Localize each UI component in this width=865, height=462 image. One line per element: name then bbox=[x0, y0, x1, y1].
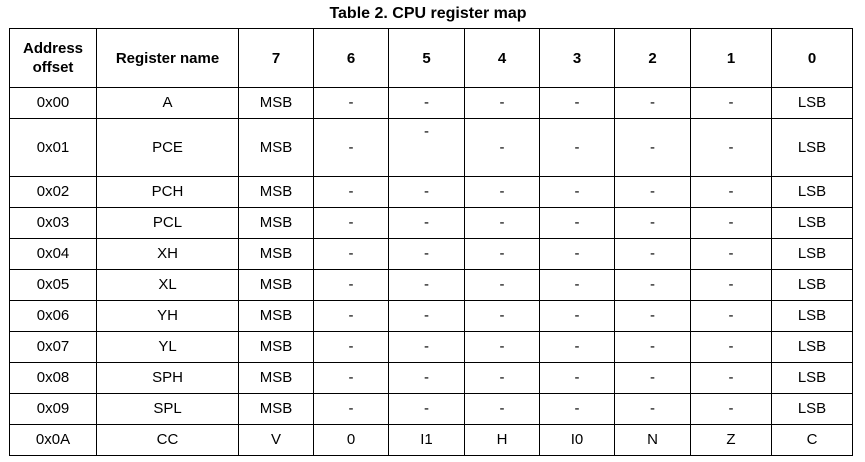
cell-bit-0: LSB bbox=[772, 301, 853, 332]
cell-bit-5: - bbox=[389, 332, 465, 363]
header-bit-1: 1 bbox=[691, 29, 772, 88]
cell-bit-1: - bbox=[691, 363, 772, 394]
cell-offset: 0x05 bbox=[10, 270, 97, 301]
cell-bit-1: - bbox=[691, 301, 772, 332]
cell-bit-3: - bbox=[540, 88, 615, 119]
table-row bbox=[10, 208, 853, 239]
cell-bit-7: MSB bbox=[239, 301, 314, 332]
cell-bit-0: LSB bbox=[772, 270, 853, 301]
cell-bit-5: - bbox=[389, 394, 465, 425]
table-row bbox=[10, 394, 853, 425]
cell-bit-5: I1 bbox=[389, 425, 465, 456]
cell-bit-3: - bbox=[540, 208, 615, 239]
cell-bit-0: LSB bbox=[772, 239, 853, 270]
cell-bit-0: LSB bbox=[772, 394, 853, 425]
table-caption: Table 2. CPU register map bbox=[329, 5, 527, 22]
cell-register-name: CC bbox=[97, 425, 239, 456]
table-row bbox=[10, 88, 853, 119]
header-bit-7: 7 bbox=[239, 29, 314, 88]
cell-offset: 0x01 bbox=[10, 119, 97, 177]
cell-register-name: A bbox=[97, 88, 239, 119]
cell-bit-6: - bbox=[314, 270, 389, 301]
cell-bit-3: - bbox=[540, 270, 615, 301]
cell-bit-7: MSB bbox=[239, 394, 314, 425]
table-row bbox=[10, 332, 853, 363]
cell-offset: 0x08 bbox=[10, 363, 97, 394]
cell-bit-7: MSB bbox=[239, 239, 314, 270]
table-row bbox=[10, 119, 853, 177]
cell-register-name: XL bbox=[97, 270, 239, 301]
table-row bbox=[10, 363, 853, 394]
cell-bit-6: 0 bbox=[314, 425, 389, 456]
cell-bit-3: - bbox=[540, 301, 615, 332]
cell-bit-5: - bbox=[389, 363, 465, 394]
cell-bit-7: MSB bbox=[239, 88, 314, 119]
cell-bit-4: - bbox=[465, 270, 540, 301]
cell-register-name: YL bbox=[97, 332, 239, 363]
cell-bit-0: LSB bbox=[772, 119, 853, 177]
cell-bit-6: - bbox=[314, 119, 389, 177]
cell-bit-1: - bbox=[691, 208, 772, 239]
cell-bit-1: - bbox=[691, 177, 772, 208]
cell-bit-1: - bbox=[691, 394, 772, 425]
cell-bit-5: - bbox=[389, 208, 465, 239]
cell-bit-6: - bbox=[314, 332, 389, 363]
cell-bit-7: MSB bbox=[239, 363, 314, 394]
cell-bit-1: - bbox=[691, 88, 772, 119]
cell-bit-3: - bbox=[540, 239, 615, 270]
cell-bit-7: MSB bbox=[239, 208, 314, 239]
cell-bit-5: - bbox=[389, 119, 465, 177]
cell-bit-3: - bbox=[540, 177, 615, 208]
cell-register-name: YH bbox=[97, 301, 239, 332]
cell-offset: 0x04 bbox=[10, 239, 97, 270]
cell-bit-6: - bbox=[314, 394, 389, 425]
table-row bbox=[10, 239, 853, 270]
header-address-line1: Address bbox=[22, 40, 84, 57]
cell-offset: 0x06 bbox=[10, 301, 97, 332]
cell-bit-4: - bbox=[465, 394, 540, 425]
table-header bbox=[10, 29, 853, 88]
cell-register-name: PCE bbox=[97, 119, 239, 177]
cell-bit-0: LSB bbox=[772, 363, 853, 394]
cell-bit-5: - bbox=[389, 270, 465, 301]
cell-bit-1: - bbox=[691, 239, 772, 270]
cell-bit-7: MSB bbox=[239, 177, 314, 208]
cell-bit-7: V bbox=[239, 425, 314, 456]
cell-bit-7: MSB bbox=[239, 270, 314, 301]
cell-bit-2: - bbox=[615, 177, 691, 208]
cell-register-name: XH bbox=[97, 239, 239, 270]
cell-bit-2: N bbox=[615, 425, 691, 456]
cell-bit-2: - bbox=[615, 394, 691, 425]
cell-bit-3: - bbox=[540, 332, 615, 363]
header-address-offset bbox=[10, 29, 97, 88]
cell-offset: 0x07 bbox=[10, 332, 97, 363]
cell-bit-6: - bbox=[314, 363, 389, 394]
cell-bit-4: - bbox=[465, 88, 540, 119]
cell-bit-1: - bbox=[691, 332, 772, 363]
cell-bit-1: Z bbox=[691, 425, 772, 456]
cell-register-name: PCL bbox=[97, 208, 239, 239]
cell-bit-2: - bbox=[615, 270, 691, 301]
cell-bit-4: - bbox=[465, 177, 540, 208]
cell-bit-6: - bbox=[314, 177, 389, 208]
cell-offset: 0x03 bbox=[10, 208, 97, 239]
cell-bit-5: - bbox=[389, 239, 465, 270]
cell-bit-2: - bbox=[615, 88, 691, 119]
cell-offset: 0x02 bbox=[10, 177, 97, 208]
cell-bit-6: - bbox=[314, 301, 389, 332]
cell-bit-6: - bbox=[314, 88, 389, 119]
cell-register-name: SPL bbox=[97, 394, 239, 425]
cell-bit-7: MSB bbox=[239, 119, 314, 177]
cell-bit-6: - bbox=[314, 208, 389, 239]
cell-bit-2: - bbox=[615, 208, 691, 239]
cell-offset: 0x09 bbox=[10, 394, 97, 425]
cell-bit-5: - bbox=[389, 177, 465, 208]
cell-bit-4: - bbox=[465, 301, 540, 332]
cell-bit-3: I0 bbox=[540, 425, 615, 456]
cell-bit-4: H bbox=[465, 425, 540, 456]
header-bit-0: 0 bbox=[772, 29, 853, 88]
cell-bit-5: - bbox=[389, 301, 465, 332]
cell-bit-0: LSB bbox=[772, 332, 853, 363]
cell-bit-2: - bbox=[615, 363, 691, 394]
cell-bit-0: LSB bbox=[772, 177, 853, 208]
header-register-name: Register name bbox=[97, 29, 239, 88]
cell-bit-4: - bbox=[465, 208, 540, 239]
cell-bit-2: - bbox=[615, 301, 691, 332]
cell-bit-3: - bbox=[540, 394, 615, 425]
header-bit-2: 2 bbox=[615, 29, 691, 88]
cell-bit-1: - bbox=[691, 270, 772, 301]
cell-bit-0: C bbox=[772, 425, 853, 456]
table-body bbox=[10, 88, 853, 456]
cell-bit-3: - bbox=[540, 363, 615, 394]
cell-bit-4: - bbox=[465, 332, 540, 363]
cell-bit-1: - bbox=[691, 119, 772, 177]
table-row bbox=[10, 270, 853, 301]
cell-bit-3: - bbox=[540, 119, 615, 177]
header-bit-3: 3 bbox=[540, 29, 615, 88]
table-row bbox=[10, 301, 853, 332]
cell-bit-7: MSB bbox=[239, 332, 314, 363]
cell-bit-0: LSB bbox=[772, 208, 853, 239]
header-bit-4: 4 bbox=[465, 29, 540, 88]
cell-bit-2: - bbox=[615, 239, 691, 270]
cell-register-name: PCH bbox=[97, 177, 239, 208]
header-row bbox=[10, 29, 853, 88]
header-bit-5: 5 bbox=[389, 29, 465, 88]
cell-bit-4: - bbox=[465, 239, 540, 270]
cell-bit-2: - bbox=[615, 332, 691, 363]
cell-offset: 0x00 bbox=[10, 88, 97, 119]
cell-offset: 0x0A bbox=[10, 425, 97, 456]
cell-bit-2: - bbox=[615, 119, 691, 177]
cell-bit-5: - bbox=[389, 88, 465, 119]
cell-bit-0: LSB bbox=[772, 88, 853, 119]
cell-bit-6: - bbox=[314, 239, 389, 270]
cell-bit-4: - bbox=[465, 363, 540, 394]
table-row bbox=[10, 425, 853, 456]
header-address-line2: offset bbox=[32, 59, 74, 76]
table-row bbox=[10, 177, 853, 208]
cell-bit-4: - bbox=[465, 119, 540, 177]
cpu-register-map-table bbox=[9, 28, 853, 456]
cell-register-name: SPH bbox=[97, 363, 239, 394]
header-bit-6: 6 bbox=[314, 29, 389, 88]
